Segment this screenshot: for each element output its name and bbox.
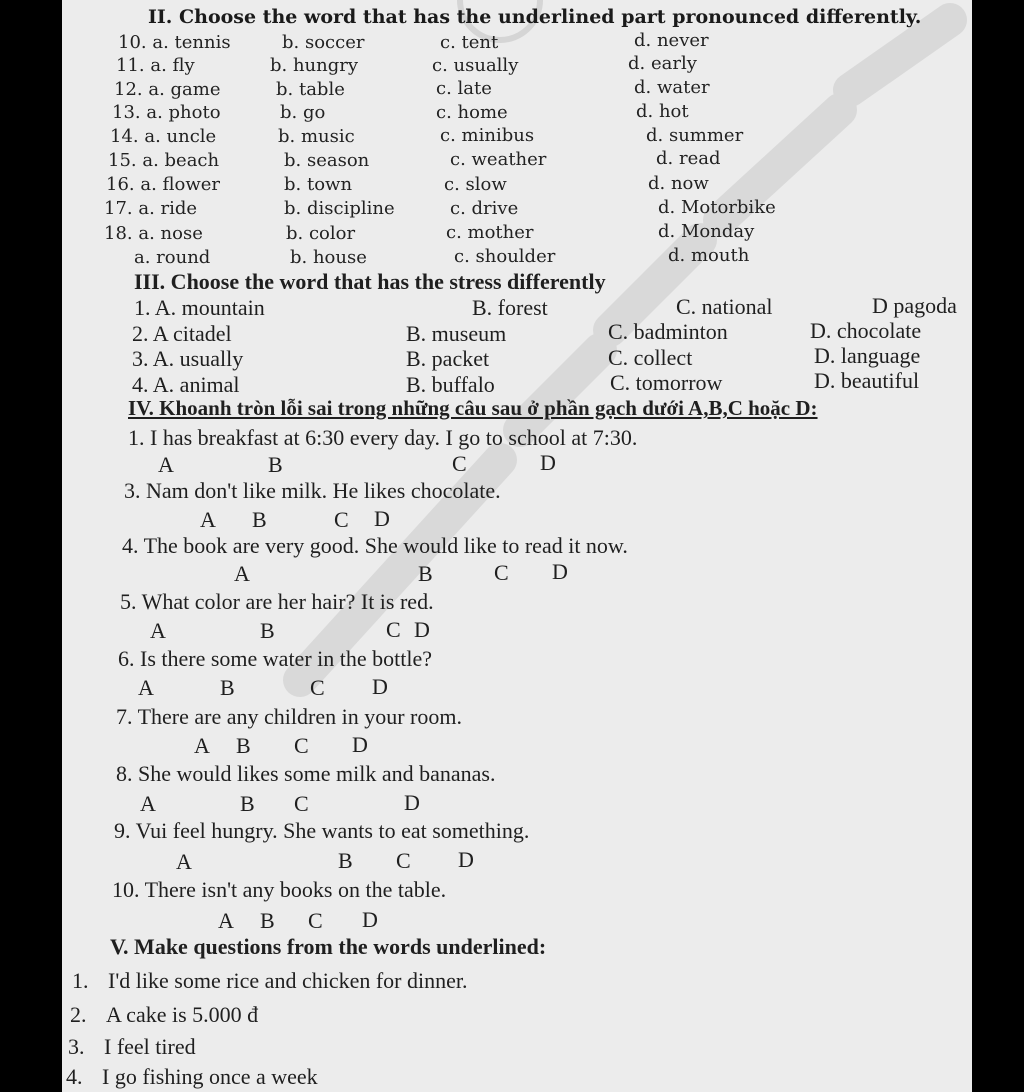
option-c: c. shoulder [454,246,556,267]
question-text: A cake is 5.000 đ [106,1002,259,1027]
answer-letter: C [308,908,323,933]
option-a: 13. a. photo [112,102,221,123]
question-text: I go fishing once a week [102,1064,318,1089]
option-d: d. early [628,53,697,74]
answer-letter: C [452,451,467,476]
option-a: 15. a. beach [108,150,220,171]
question-number: 2. [70,1002,87,1027]
answer-letter: B [338,848,353,873]
answer-letter: D [404,790,420,815]
option-a: 4. A. animal [132,372,240,397]
answer-letter: B [268,452,283,477]
answer-letter: C [386,617,401,642]
answer-letter: A [194,733,210,758]
answer-letter: C [396,848,411,873]
answer-letter: A [138,675,154,700]
answer-letter: A [140,791,156,816]
option-b: b. discipline [284,198,395,219]
answer-letter: C [294,733,309,758]
option-c: c. slow [444,174,507,195]
option-d: d. mouth [668,245,750,266]
option-a: 2. A citadel [132,321,232,346]
section-3-title: III. Choose the word that has the stress differently [134,269,606,294]
option-c: C. tomorrow [610,370,723,395]
answer-letter: A [218,908,234,933]
option-a: 18. a. nose [104,223,203,244]
sentence: 4. The book are very good. She would like to read it now. [122,533,628,558]
option-b: b. color [286,223,356,244]
option-a: 16. a. flower [106,174,221,195]
option-b: b. music [278,126,355,147]
section-4-title: IV. Khoanh tròn lỗi sai trong những câu sau ở phần gạch dưới A,B,C hoặc D: [128,396,818,420]
option-a: a. round [134,247,211,268]
option-a: 17. a. ride [104,198,198,219]
option-c: c. weather [450,149,547,170]
answer-letter: C [294,791,309,816]
option-d: D. chocolate [810,318,922,343]
answer-letter: C [494,560,509,585]
answer-letter: D [352,732,368,757]
sentence: 1. I has breakfast at 6:30 every day. I go to school at 7:30. [128,425,638,450]
sentence: 10. There isn't any books on the table. [112,877,447,902]
option-d: d. read [656,148,721,169]
option-b: B. forest [472,295,548,320]
option-d: d. summer [646,125,744,146]
option-a: 12. a. game [114,79,221,100]
option-c: C. collect [608,345,693,370]
option-d: D pagoda [872,293,957,318]
sentence: 3. Nam don't like milk. He likes chocolate. [124,478,501,503]
answer-letter: D [372,674,388,699]
option-c: C. national [676,294,773,319]
option-d: d. Monday [658,221,755,242]
answer-letter: A [200,507,216,532]
option-d: d. now [648,173,709,194]
answer-letter: D [458,847,474,872]
answer-letter: B [236,733,251,758]
sentence: 6. Is there some water in the bottle? [118,646,433,671]
answer-letter: A [234,561,250,586]
option-a: 10. a. tennis [118,32,231,53]
option-b: b. season [284,150,370,171]
option-d: D. beautiful [814,368,920,393]
option-a: 11. a. fly [116,55,195,76]
question-number: 3. [68,1034,85,1059]
option-c: C. badminton [608,319,728,344]
answer-letter: B [260,908,275,933]
option-b: B. museum [406,321,507,346]
answer-letter: A [176,849,192,874]
option-a: 1. A. mountain [134,295,265,320]
option-b: b. house [290,247,367,268]
option-b: b. soccer [282,32,365,53]
answer-letter: D [552,559,568,584]
option-b: b. hungry [270,55,359,76]
option-b: B. packet [406,346,490,371]
answer-letter: D [540,450,556,475]
answer-letter: D [414,617,430,642]
option-c: c. home [436,102,508,123]
section-2-title: II. Choose the word that has the underlined part pronounced differently. [148,6,922,28]
option-c: c. usually [432,55,519,76]
section-5-title: V. Make questions from the words underlined: [110,934,547,959]
sentence: 8. She would likes some milk and bananas. [116,761,496,786]
question-number: 1. [72,968,89,993]
option-b: b. go [280,102,326,123]
question-text: I'd like some rice and chicken for dinner. [108,968,468,993]
option-c: c. mother [446,222,534,243]
answer-letter: D [362,907,378,932]
answer-letter: A [150,618,166,643]
option-d: d. Motorbike [658,197,776,218]
option-d: d. water [634,77,710,98]
option-d: D. language [814,343,921,368]
answer-letter: D [374,506,390,531]
answer-letter: B [240,791,255,816]
sentence: 9. Vui feel hungry. She wants to eat something. [114,818,530,843]
sentence: 7. There are any children in your room. [116,704,462,729]
answer-letter: B [252,507,267,532]
option-a: 14. a. uncle [110,126,217,147]
option-b: b. table [276,79,345,100]
answer-letter: B [418,561,433,586]
answer-letter: B [220,675,235,700]
answer-letter: A [158,452,174,477]
option-d: d. hot [636,101,689,122]
sentence: 5. What color are her hair? It is red. [120,589,434,614]
option-c: c. minibus [440,125,535,146]
option-b: b. town [284,174,353,195]
option-b: B. buffalo [406,372,495,397]
option-a: 3. A. usually [132,346,244,371]
answer-letter: C [310,675,325,700]
option-c: c. tent [440,32,499,53]
question-text: I feel tired [104,1034,196,1059]
answer-letter: C [334,507,349,532]
question-number: 4. [66,1064,83,1089]
option-d: d. never [634,30,709,51]
option-c: c. late [436,78,492,99]
option-c: c. drive [450,198,519,219]
answer-letter: B [260,618,275,643]
